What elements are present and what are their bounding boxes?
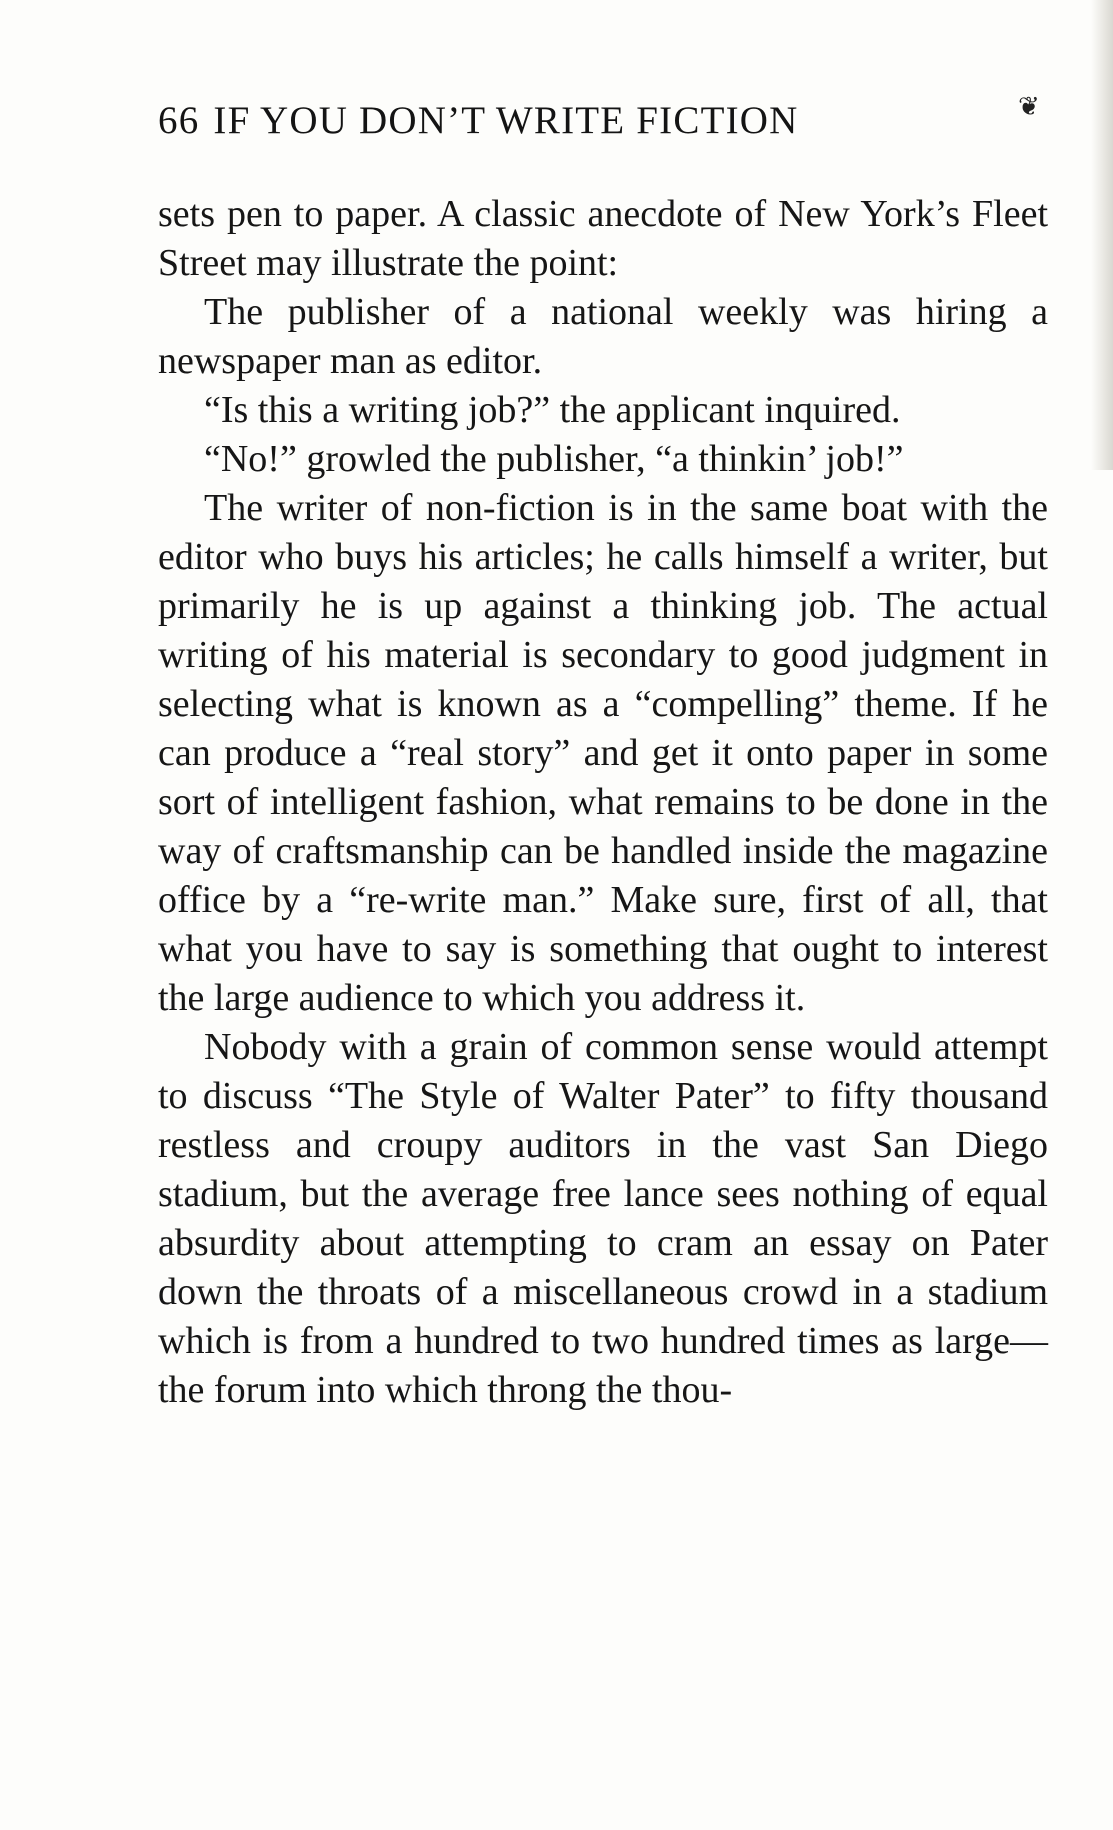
paragraph: The publisher of a national weekly was hiring a newspaper man as editor. <box>158 291 1048 382</box>
running-head-title: IF YOU DON’T WRITE FICTION <box>213 99 799 142</box>
body-text <box>158 190 1048 1415</box>
paragraph: “No!” growled the publisher, “a thinkin’ job!” <box>204 438 904 480</box>
paragraph: Nobody with a grain of common sense would attempt to discuss “The Style of Walter Pater” to fifty thousand restless and croupy auditors in the vast San Diego stadium, but the average free lance sees nothing of equal absurdity about attempting to cram an essay on Pater down the throats of a miscellaneous crowd in a stadium which is from a hundred to two hundred times as large—the forum into which throng the thou- <box>158 1026 1048 1411</box>
ornament-icon: ❦ <box>1018 92 1041 121</box>
running-head <box>158 92 1058 148</box>
paragraph: sets pen to paper. A classic anecdote of New York’s Fleet Street may illustrate the point: <box>158 193 1048 284</box>
paragraph: The writer of non-fiction is in the same boat with the editor who buys his articles; he calls himself a writer, but primarily he is up against a thinking job. The actual writing of his material is secondary to good judgment in selecting what is known as a “compelling” theme. If he can produce a “real story” and get it onto paper in some sort of intelligent fashion, what remains to be done in the way of craftsmanship can be handled inside the magazine office by a “re-write man.” Make sure, first of all, that what you have to say is something that ought to interest the large audience to which you address it. <box>158 487 1048 1019</box>
paragraph: “Is this a writing job?” the applicant inquired. <box>204 389 901 431</box>
page-number: 66 <box>158 99 200 142</box>
page-edge-shadow <box>1091 0 1113 470</box>
